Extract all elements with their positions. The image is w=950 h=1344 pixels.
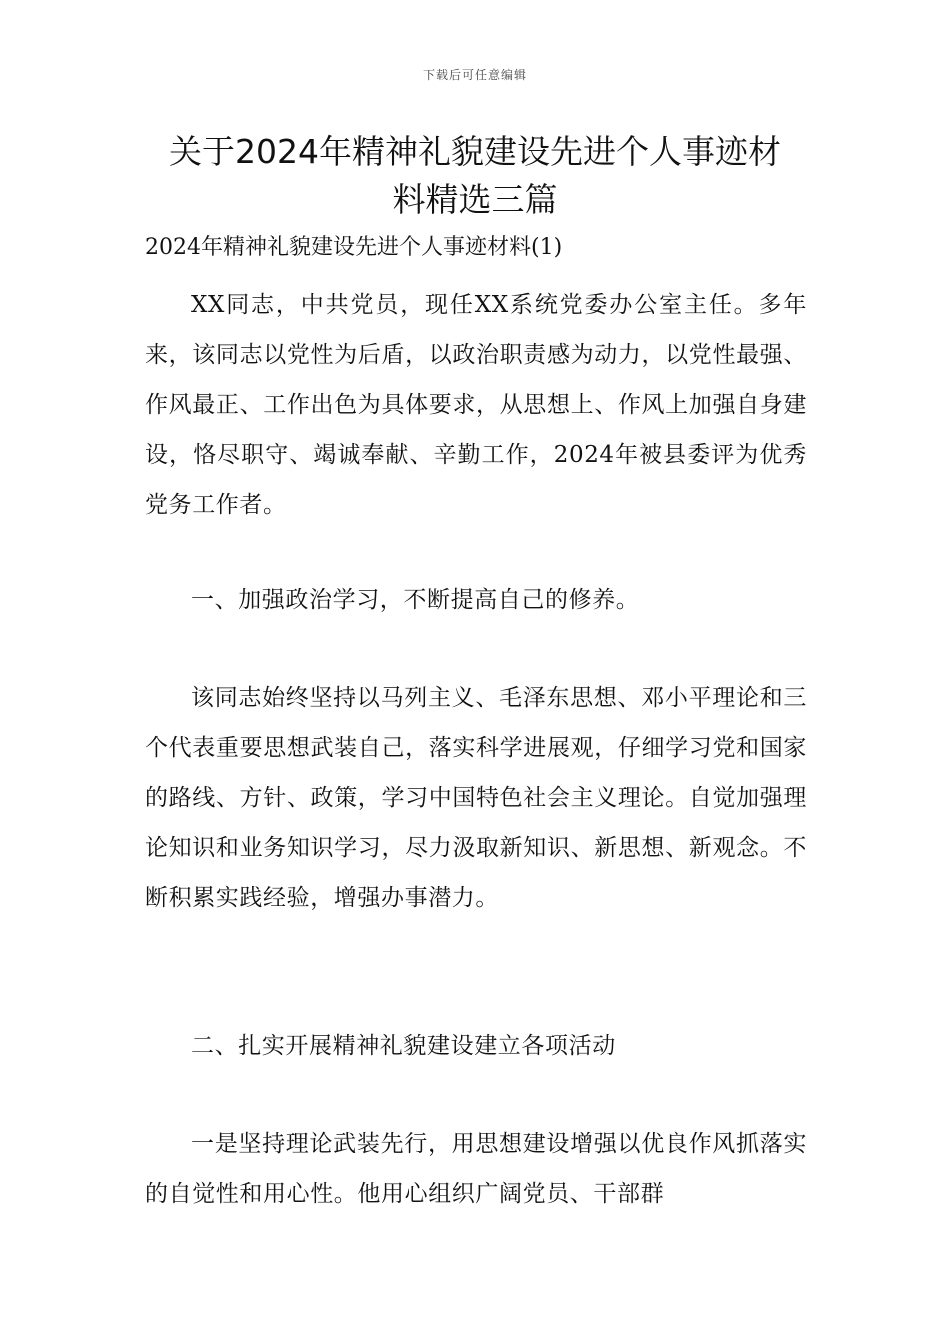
header-note: 下载后可任意编辑: [422, 68, 527, 82]
section-subtitle: 2024年精神礼貌建设先进个人事迹材料(1): [145, 235, 563, 260]
intro-paragraph: XX同志，中共党员，现任XX系统党委办公室主任。多年来，该同志以党性为后盾，以政治职责感为动力，以党性最强、作风最正、工作出色为具体要求，从思想上、作风上加强自身建设，恪尽职守、竭诚奉献、辛勤工作，2024年被县委评为优秀党务工作者。: [145, 292, 807, 518]
section-heading-1: 一、加强政治学习，不断提高自己的修养。: [191, 587, 640, 613]
document-title: [140, 128, 810, 224]
section-heading-2: 二、扎实开展精神礼貌建设建立各项活动: [191, 1033, 616, 1059]
section-1-paragraph: 该同志始终坚持以马列主义、毛泽东思想、邓小平理论和三个代表重要思想武装自己，落实科学进展观，仔细学习党和国家的路线、方针、政策，学习中国特色社会主义理论。自觉加强理论知识和业务知识学习，尽力汲取新知识、新思想、新观念。不断积累实践经验，增强办事潜力。: [145, 685, 807, 911]
title-line-1: 关于2024年精神礼貌建设先进个人事迹材: [169, 132, 781, 171]
section-2-paragraph: 一是坚持理论武装先行，用思想建设增强以优良作风抓落实的自觉性和用心性。他用心组织广阔党员、干部群: [145, 1131, 807, 1207]
title-line-2: 料精选三篇: [392, 180, 558, 219]
